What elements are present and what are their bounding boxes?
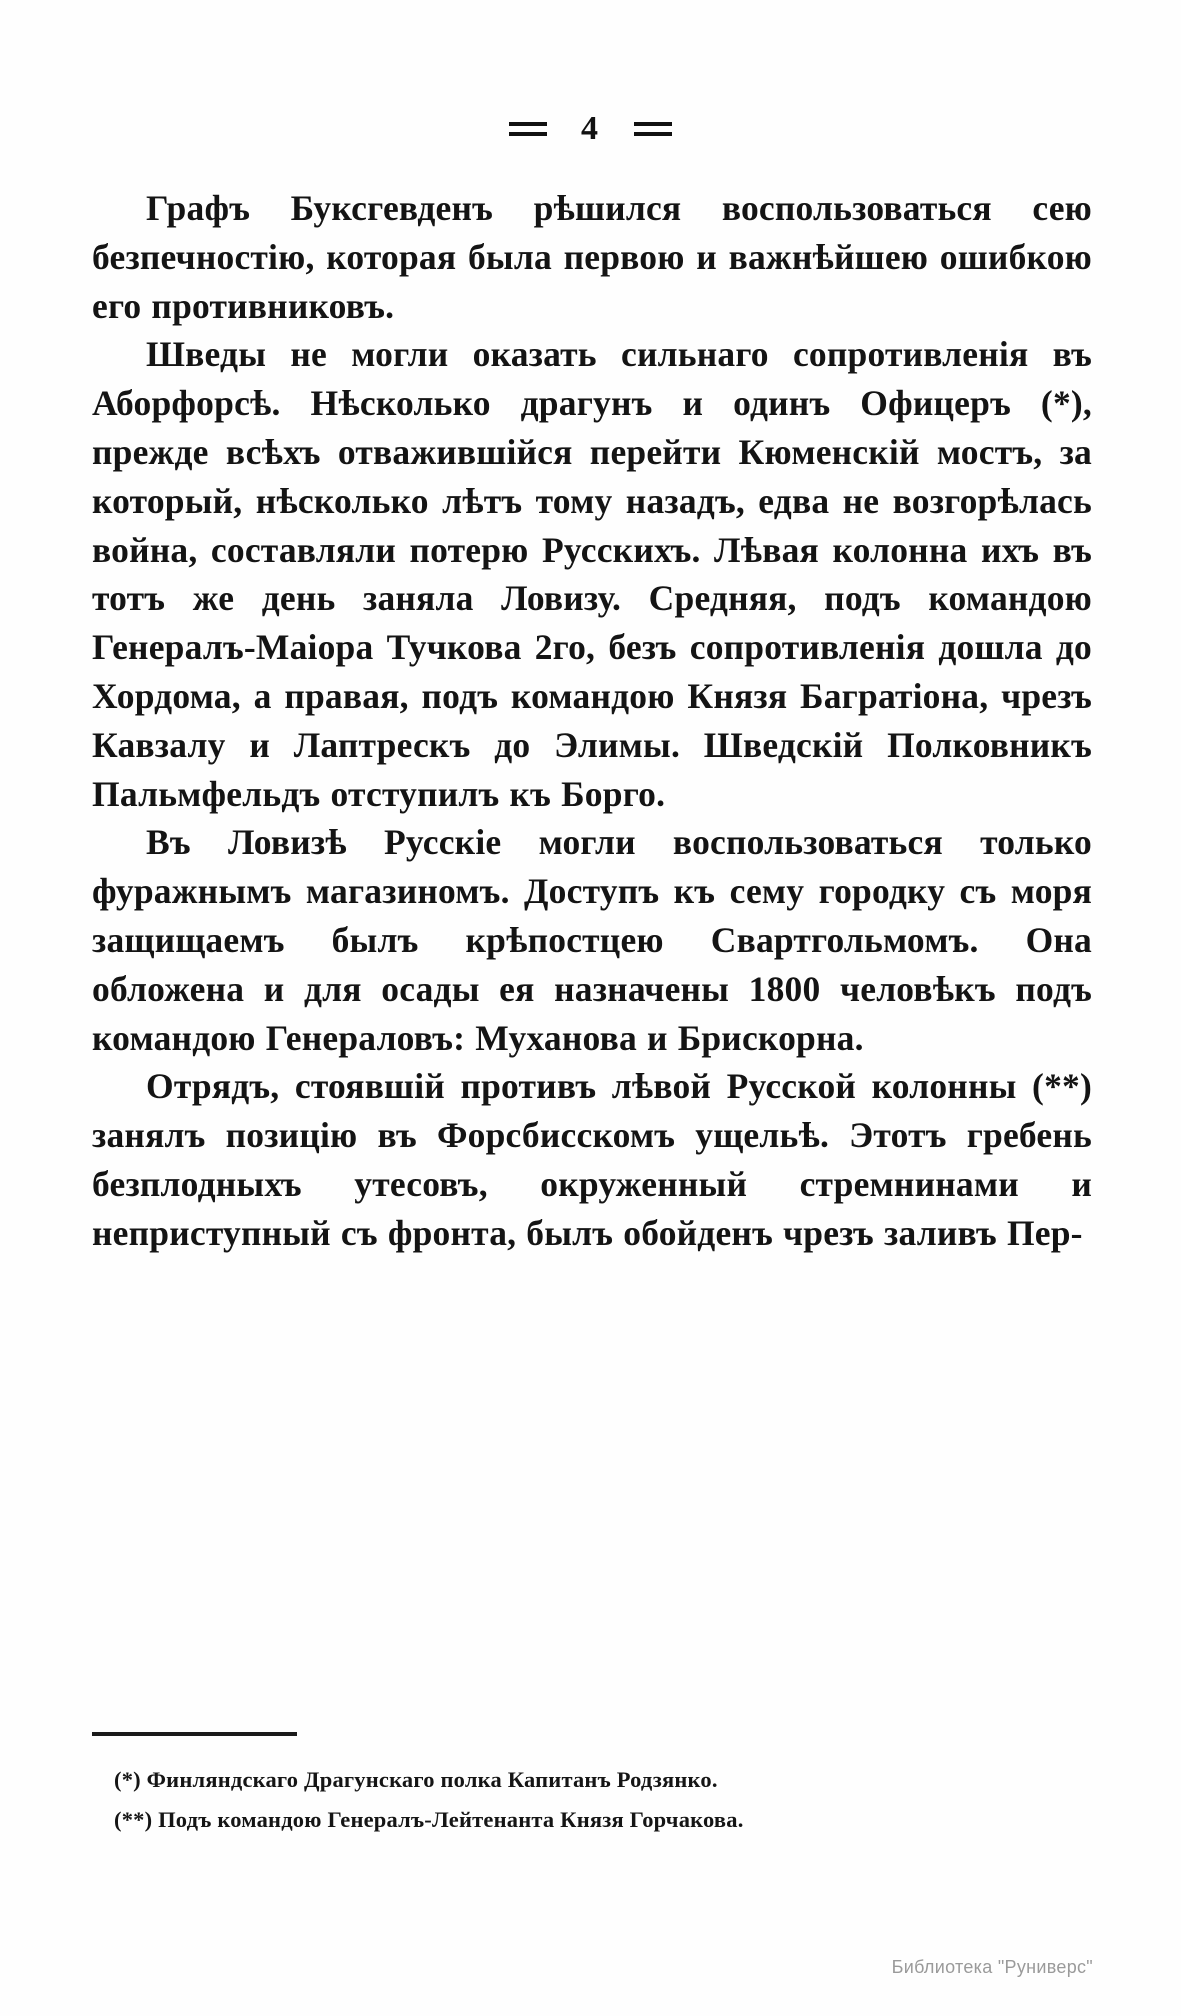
- paragraph-2: Шведы не могли оказать сильнаго сопротивленія въ Аборфорсѣ. Нѣсколько драгунъ и одинъ Офицеръ (*), прежде всѣхъ отважившійся перейти Кюменскій мостъ, за который, нѣсколько лѣтъ тому назадъ, едва не возгорѣлась война, составляли потерю Русскихъ. Лѣвая колонна ихъ въ тотъ же день заняла Ловизу. Средняя, подъ командою Генералъ-Маіора Тучкова 2го, безъ сопротивленія дошла до Хордома, а правая, подъ командою Князя Багратіона, чрезъ Кавзалу и Лаптрескъ до Элимы. Шведскій Полковникъ Пальмфельдъ отступилъ къ Борго.: [92, 334, 1092, 814]
- header-right-rule: [634, 118, 672, 140]
- library-watermark: Библиотека "Руниверс": [891, 1957, 1093, 1977]
- body-text: [92, 184, 1092, 1258]
- footnote-divider: [92, 1732, 297, 1736]
- paragraph-1: Графъ Буксгевденъ рѣшился воспользоваться сею безпечностію, которая была первою и важнѣйшею ошибкою его противниковъ.: [92, 188, 1092, 326]
- footnote-2: (**) Подъ командою Генералъ-Лейтенанта Князя Горчакова.: [114, 1807, 744, 1832]
- footnote-1: (*) Финляндскаго Драгунскаго полка Капитанъ Родзянко.: [114, 1767, 718, 1792]
- paragraph-4: Отрядъ, стоявшій противъ лѣвой Русской колонны (**) занялъ позицію въ Форсбисскомъ ущельѣ. Этотъ гребень безплодныхъ утесовъ, окруженный стремнинами и неприступный съ фронта, былъ обойденъ чрезъ заливъ Пер-: [92, 1066, 1092, 1253]
- footnotes: [92, 1760, 1092, 1840]
- paragraph-3: Въ Ловизѣ Русскіе могли воспользоваться только фуражнымъ магазиномъ. Доступъ къ сему городку съ моря защищаемъ былъ крѣпостцею Свартгольмомъ. Она обложена и для осады ея назначены 1800 человѣкъ подъ командою Генераловъ: Муханова и Брискорна.: [92, 822, 1092, 1058]
- page-header: [0, 108, 1181, 148]
- page-number: 4: [581, 110, 600, 148]
- header-left-rule: [509, 118, 547, 140]
